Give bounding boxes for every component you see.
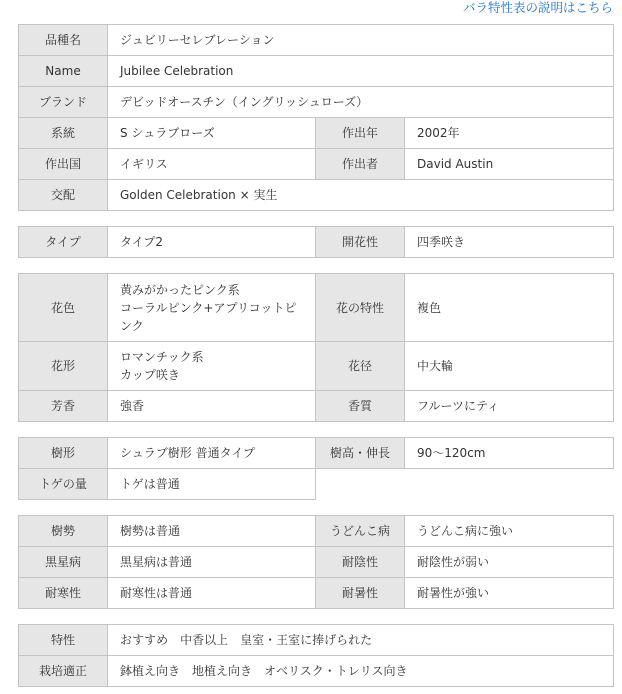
table-row (19, 391, 614, 422)
table-row (19, 180, 614, 211)
flower-color-line: コーラルピンク+アプリコットピンク (120, 300, 297, 333)
breeder-value: David Austin (405, 149, 614, 180)
heat-value: 耐暑性が強い (405, 578, 614, 609)
brand-label: ブランド (19, 87, 108, 118)
tree-table (18, 437, 614, 500)
empty-cell (405, 469, 614, 500)
table-row (19, 656, 614, 687)
thorn-label: トゲの量 (19, 469, 108, 500)
year-label: 作出年 (316, 118, 405, 149)
tree-form-value: シュラブ樹形 普通タイプ (108, 438, 316, 469)
table-row (19, 118, 614, 149)
table-row (19, 274, 614, 342)
table-row (19, 25, 614, 56)
vigor-value: 樹勢は普通 (108, 516, 316, 547)
flower-size-label: 花径 (316, 342, 405, 391)
feature-value: おすすめ 中香以上 皇室・王室に捧げられた (108, 625, 614, 656)
table-row (19, 438, 614, 469)
variety-value: ジュビリーセレブレーション (108, 25, 614, 56)
empty-cell (316, 469, 405, 500)
table-row (19, 578, 614, 609)
flower-color-label: 花色 (19, 274, 108, 342)
type-label: タイプ (19, 227, 108, 258)
flower-shape-value (108, 342, 316, 391)
shade-label: 耐陰性 (316, 547, 405, 578)
variety-label: 品種名 (19, 25, 108, 56)
features-table (18, 624, 614, 687)
spec-explanation-link[interactable]: バラ特性表の説明はこちら (462, 0, 613, 15)
vigor-label: 樹勢 (19, 516, 108, 547)
table-row (19, 625, 614, 656)
table-row (19, 56, 614, 87)
flower-table (18, 273, 614, 422)
table-row (19, 469, 614, 500)
year-value: 2002年 (405, 118, 614, 149)
cultivation-value: 鉢植え向き 地植え向き オベリスク・トレリス向き (108, 656, 614, 687)
brand-value: デビッドオースチン（イングリッシュローズ） (108, 87, 614, 118)
bloom-value: 四季咲き (405, 227, 614, 258)
blackspot-value: 黒星病は普通 (108, 547, 316, 578)
tree-height-value: 90〜120cm (405, 438, 614, 469)
country-label: 作出国 (19, 149, 108, 180)
mildew-value: うどんこ病に強い (405, 516, 614, 547)
flower-shape-line: カップ咲き (120, 368, 180, 382)
name-label: Name (19, 56, 108, 87)
name-value: Jubilee Celebration (108, 56, 614, 87)
thorn-value: トゲは普通 (108, 469, 316, 500)
cross-value: Golden Celebration × 実生 (108, 180, 614, 211)
tree-height-label: 樹高・伸長 (316, 438, 405, 469)
bloom-label: 開花性 (316, 227, 405, 258)
shade-value: 耐陰性が弱い (405, 547, 614, 578)
type-table (18, 226, 614, 258)
tree-form-label: 樹形 (19, 438, 108, 469)
scent-value: 強香 (108, 391, 316, 422)
table-row (19, 227, 614, 258)
flower-trait-value: 複色 (405, 274, 614, 342)
cold-label: 耐寒性 (19, 578, 108, 609)
type-value: タイプ2 (108, 227, 316, 258)
feature-label: 特性 (19, 625, 108, 656)
resistance-table (18, 515, 614, 609)
lineage-label: 系統 (19, 118, 108, 149)
flower-shape-label: 花形 (19, 342, 108, 391)
heat-label: 耐暑性 (316, 578, 405, 609)
flower-size-value: 中大輪 (405, 342, 614, 391)
table-row (19, 342, 614, 391)
flower-trait-label: 花の特性 (316, 274, 405, 342)
scent-label: 芳香 (19, 391, 108, 422)
flower-color-value (108, 274, 316, 342)
scent-type-label: 香質 (316, 391, 405, 422)
table-row (19, 149, 614, 180)
table-row (19, 516, 614, 547)
table-row (19, 547, 614, 578)
table-row (19, 87, 614, 118)
cultivation-label: 栽培適正 (19, 656, 108, 687)
flower-shape-line: ロマンチック系 (120, 350, 204, 364)
cross-label: 交配 (19, 180, 108, 211)
flower-color-line: 黄みがかったピンク系 (120, 282, 240, 297)
mildew-label: うどんこ病 (316, 516, 405, 547)
country-value: イギリス (108, 149, 316, 180)
scent-type-value: フルーツにティ (405, 391, 614, 422)
breeder-label: 作出者 (316, 149, 405, 180)
basic-info-table (18, 24, 614, 211)
blackspot-label: 黒星病 (19, 547, 108, 578)
lineage-value: S シュラブローズ (108, 118, 316, 149)
cold-value: 耐寒性は普通 (108, 578, 316, 609)
